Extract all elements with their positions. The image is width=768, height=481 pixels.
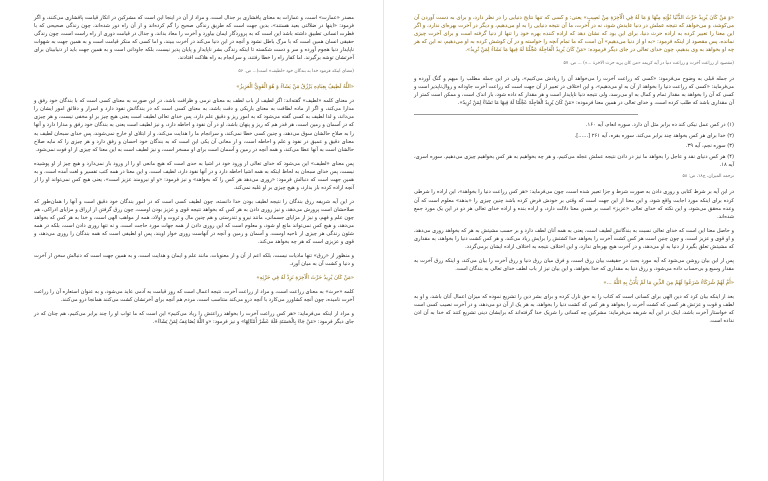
footnote: (۲) خدا برای هر کس بخواهد چند برابر می‌کند. سوره بقره، آیه ۲۶۱ [......]. [574,132,734,139]
body-paragraph: پس از این بیان روشن می‌شود که آیه مورد بحث در حقیقت بیان رزق است، و فرق میان رزق دنیا و رزق آخرت را بیان می‌کند، و اینکه رزق آخرت به مقدار وسیع و بی‌حساب داده می‌شود، و رزق دنیا به مقداری که خدا بخواهد، و این بیان نیز از باب لطف خدای تعالی به بندگان است. [414,257,734,272]
body-paragraph: مصدر «عمارت» است، و عمارات به معنای پافشاری بر جدال است، و مراد از آن در اینجا این است که مشرکین در انکار قیامت پافشاری می‌کنند، و اگر فرمود: «اینها در ضلالتی بعید هستند»، بدین جهت است که طریق زندگی صحیح را گم کرده‌اند و از آن راه دور شده‌اند، چون زندگی صحیحی که با فطرت انسانی تطبیق داشته باشد این است که به پروردگار ایمان بیاورد و آخرت را معاد بداند، و جدال در قیامت دوری از راه راست است، چون زندگی حقیقی انسان همین است که با مرگ باطل نشود و آنچه در این دنیا می‌کند در آخرت ببیند، و اما کسی که منکر قیامت است و به همین جهت به شهوات ناپایدار دنیا هجوم آورده و سر و دست شکسته تا اینکه زندگی بشر ناپایدار و پایان پذیر نیست، بلکه جاودانی است و به همین جهت باید از دنیابینان برای آخرتشان توشه برگیرند. اما کفار راه را خطا رفتند، و سرانجام به راه هلاکت افتادند. [34,15,354,62]
body-paragraph: در این آیه بر شرط کتابی و روزی دادن به صورت شرط و جزا تعبیر شده است، چون می‌فرماید: «هر کس زراعت دنیا را بخواهد»، این اراده را شرطی کرده برای اینکه مورد اجابت واقع شود، و این معنا از این جهت است که وقتی بر خودش فرض کرده باشد چنین چیزی را «بدهد» معلوم است که آن وعده محقق می‌شود، و این نکته که خدای تعالی «عزیز» است بر همین معنا دلالت دارد، و اراده بنده و اراده خدای تعالی هر دو در این یک مورد جمع شده‌اند. [414,189,734,220]
right-page [384,0,768,481]
body-paragraph: و منظور از «رزق» تنها مادیات نیست، بلکه اعم از آن و از معنویات، مانند علم و ایمان و هدایت است، و به همین جهت است که دنبالش سخن از آخرت و دنیا و کشت آن به میان آورد. [34,253,354,268]
footnote: (۳) سوره نجم، آیه ۳۹. [685,143,734,150]
footnote: (۱) در کس عمل نیکی کند ده برابر مثل آن دارد. سوره انعام، آیه ۱۶۰. [585,122,734,129]
body-paragraph: در این آیه شریفه رزق بندگان را نتیجه لطیف بودن خدا دانسته، چون لطیف کسی است که در امور بندگان خود دقیق است و آنها را همان‌طور که صلاحشان است پرورش می‌دهد، و نیز روزی دادن به هر کس که بخواهد نتیجه قوی و عزیز بودن اوست، چون رزق گرفتن از ارزاق و مزایای ادراکی، هم چون علم و فهم، و نیز از مزایای جسمانی، مانند نیرو و تندرستی و هم چنین مال و ثروت و اولاد، همه از مواهب الهی است، و خدا به هر کس که بخواهد می‌دهد، و هیچ کس نمی‌تواند مانع او شود، و معلوم است که این روزی دادن از همه جهات مورد حاجت است، و نه تنها روزی دادن است، بلکه در همه شئون زندگی هر چیزی از ناحیه اوست، و آسمان و زمین و آنچه در آنهاست روزی خوار اویند، پس او لطیفی است که همه بندگان را روزی می‌دهد، و قوی و عزیزی است که هر چه بخواهد می‌کند. [34,198,354,246]
body-paragraph: در جمله قبلی به وضوح می‌فرمود: «کسی که زراعت آخرت را می‌خواهد آن را زیادش می‌کنیم»، ولی در این جمله مطلب را مبهم و گنگ آورده و می‌فرماید: «کسی که زراعت دنیا را بخواهد از آن به او می‌دهیم»، و این اختلاف در تعبیر از آن جهت است که زراعت آخرت جاودانه و زوال‌ناپذیر است و کسی که آن را بخواهد به مقدار تمام و کمال به او می‌رسد، ولی نتیجه دنیا ناپایدار است و هر مقدار که داده شود، باز اندک است، و ممکن است کمتر از آن مقداری باشد که طلب کرده است، و خدای تعالی در همین معنا فرموده: «مَنْ كَانَ يُرِيدُ الْعَاجِلَةَ عَجَّلْنَا لَهُ فِيهَا مَا نَشَاءُ لِمَنْ نُرِيدُ». [414,76,734,107]
footnote-separator [414,114,638,115]
body-paragraph: پس معنای «لطیف» این می‌شود که خدای تعالی از ورود خود در اشیا به حدی است که هیچ مانعی او را از ورود باز نمی‌دارد و هیچ چیز از او پوشیده نیست، پس خدای سبحان به لحاظ اینکه به همه اشیا احاطه دارد و در آنها نفوذ دارد، لطیف است، و این معنا در همه کتب تفسیر و لغت آمده است، و به همین جهت است که دنبالش فرمود: «روزی می‌دهد هر کس را که بخواهد» و نیز فرمود: «و او نیرومند عزیز است»، یعنی هیچ کس نمی‌تواند او را از آنچه اراده کرده باز بدارد، و هیچ چیزی بر او غلبه نمی‌کند. [34,160,354,191]
section-heading: ترجمه المیزان، ج۱۸، ص: ۵۸ [682,174,734,180]
left-page-text [34,14,354,332]
body-paragraph: کلمه «حرث» به معنای زراعت است، و مراد از زراعت آخرت، نتیجه اعمال است که روز قیامت به آدمی عاید می‌شود، و به عنوان استعاره آن را زراعت آخرت نامیده، چون آنچه کشاورز می‌کارد با آنچه درو می‌کند متناسب است، مردم هم آنچه برای آخرتشان کشت می‌کنند همانجا درو می‌کنند. [34,289,354,304]
quran-verse: «وَ مَنْ كَانَ يُرِيدُ حَرْثَ الدُّنْيَا نُؤْتِهِ مِنْهَا وَ مَا لَهُ فِي الْآخِرَةِ مِنْ نَصِيبٍ» یعنی: و کسی که تنها نتایج دنیایی را در نظر دارد، و برای به دست آوردن آن می‌کوشد، و می‌خواهد که نتیجه عملش در دنیا عایدش شود، نه در آخرت، ما آن نتیجه دنیایی را به او می‌دهیم، و دیگر در آخرت بهره‌ای ندارد، و اگر این معنا را تعبیر کرده به اراده حرث دنیا، برای این بود که نشان دهد که اراده کننده بهره خود را تنها از دنیا گرفته است و برای آخرت چیزی نمانده، پس مقصود از اینکه فرمود: «به او از دنیا می‌دهیم» آن است که ما تمام آنچه را خواسته و در آن کوشش کرده به او می‌دهیم، نه این که هر چه او بخواهد به وی بدهیم، چون خدای تعالی در جای دیگر فرموده: «مَنْ كَانَ يُرِيدُ الْعَاجِلَةَ عَجَّلْنَا لَهُ فِيهَا مَا نَشَاءُ لِمَنْ نُرِيدُ». [414,15,734,54]
section-heading: (مقصود از زراعت آخرت و زراعت دنیا در آیه کریمه «من کان یرید حرث الاخرة ...») ... ص. ۵۷ [563,61,734,67]
quran-verse: «اللَّهُ لَطِيفٌ بِعِبَادِهِ يَرْزُقُ مَنْ يَشَاءُ وَ هُوَ الْقَوِيُّ الْعَزِيزُ» [236,84,354,91]
section-heading: (معنای اینکه فرمود خدا به بندگان خود «لطیف» است)... ص. ۵۶ [238,69,354,75]
body-paragraph: بعد از اینکه بیان کرد که دین الهی برای کسانی است که کتاب را به حق نازل کرده و برای بشر دین را تشریع نموده که میزان اعمال آنان باشد، و او به لطف و قوت و عزتش هر کسی که کشت آخرت را بخواهد و هر کس که کشت دنیا را بخواهد، به هر یک از آن دو می‌دهد، و در آخرت نصیب کسی است که خواستار آخرت باشد، اینک در این آیه شریفه می‌فرماید: مشرکین چه کسانی را شریک خدا گرفته‌اند که برایشان دینی تشریع کنند که خدا به آن اذن نداده است. [414,293,734,325]
footnote: (۴) هر کس دنیای نقد و عاجل را بخواهد ما نیز در دادن نتیجه عملش عجله می‌کنیم، و هر چه بخواهیم به هر کس بخواهیم چیزی می‌دهیم. سوره اسری، آیه ۱۸. [414,153,734,169]
body-paragraph: و حاصل معنا این است که خدای تعالی نسبت به بندگانش لطیف است، یعنی به همه آنان لطف دارد و بر حسب مشیتش به هر که بخواهد روزی می‌دهد، و او قوی و عزیز است، و چون چنین است هر کس کشت آخرت را بخواهد خدا کشتش را برایش زیاد می‌کند، و هر کس کشت دنیا را بخواهد، به مقداری که مشیتش تعلق بگیرد از دنیا به او می‌دهد، و در آخرت هیچ بهره‌ای ندارد، و این اختلاف نتیجه به اختلاف اراده ایشان برمی‌گردد. [414,227,734,250]
right-page-text [414,14,734,331]
body-paragraph: و مراد از اینکه می‌فرماید: «هر کس زراعت آخرت را بخواهد زراعتش را زیاد می‌کنیم» این است که ما ثواب او را چند برابر می‌کنیم، هم چنان که در جای دیگر فرمود: «مَنْ جَاءَ بِالْحَسَنَةِ فَلَهُ عَشْرُ أَمْثَالِهَا» و نیز فرمود: «و اللَّهُ يُضَاعِفُ لِمَنْ يَشَاءُ». [34,311,354,326]
quran-verse: «مَنْ كَانَ يُرِيدُ حَرْثَ الْآخِرَةِ نَزِدْ لَهُ فِي حَرْثِهِ» [256,275,354,282]
quran-verse: «أَمْ لَهُمْ شُرَكَاءُ شَرَعُوا لَهُمْ مِنَ الدِّينِ مَا لَمْ يَأْذَنْ بِهِ اللَّهُ ...» [603,279,734,286]
body-paragraph: در معنای کلمه «لطیف» گفته‌اند: اگر لطیف از باب لطف به معنای نرمی و ظرافت باشد، در این صورت به معنای کسی است که با بندگان خود رفق و مدارا می‌کند، و اگر از ماده لطافت به معنای باریکی و دقت باشد، به معنای کسی است که در بندگانش نفوذ دارد و اسرار و دقائق امور ایشان را می‌داند، و لذا لطیف به کسی گفته می‌شود که به امور ریز و دقیق علم دارد، پس خدای تعالی لطیف است یعنی هیچ چیز بر او مخفی نیست، و هر چیزی که در آسمان و زمین است، هر قدر هم که ریز و پنهان باشد، او در آن نفوذ و احاطه دارد، و نیز لطیف است یعنی به بندگان خود رفق و مدارا دارد و آنها را به صلاح حالشان سوق می‌دهد، و چنین کسی خطا نمی‌کند، و سرانجام ما را هدایت می‌کند، و از ابتلای او خارج نمی‌شوند، پس خدای سبحان لطیف به معنای دقیق و عمیق در نفوذ و علم و احاطه است، و از معانی آن یکی این است که به بندگان خود احسان و رفق دارد و هر چیزی را که مایه صلاح حالشان است به آنها عطا می‌کند، و همه آنچه در زمین و آسمان است برای او مسخر است، و نیز لطیف است به این معنا که چیزی از او فوت نمی‌شود. [34,98,354,153]
